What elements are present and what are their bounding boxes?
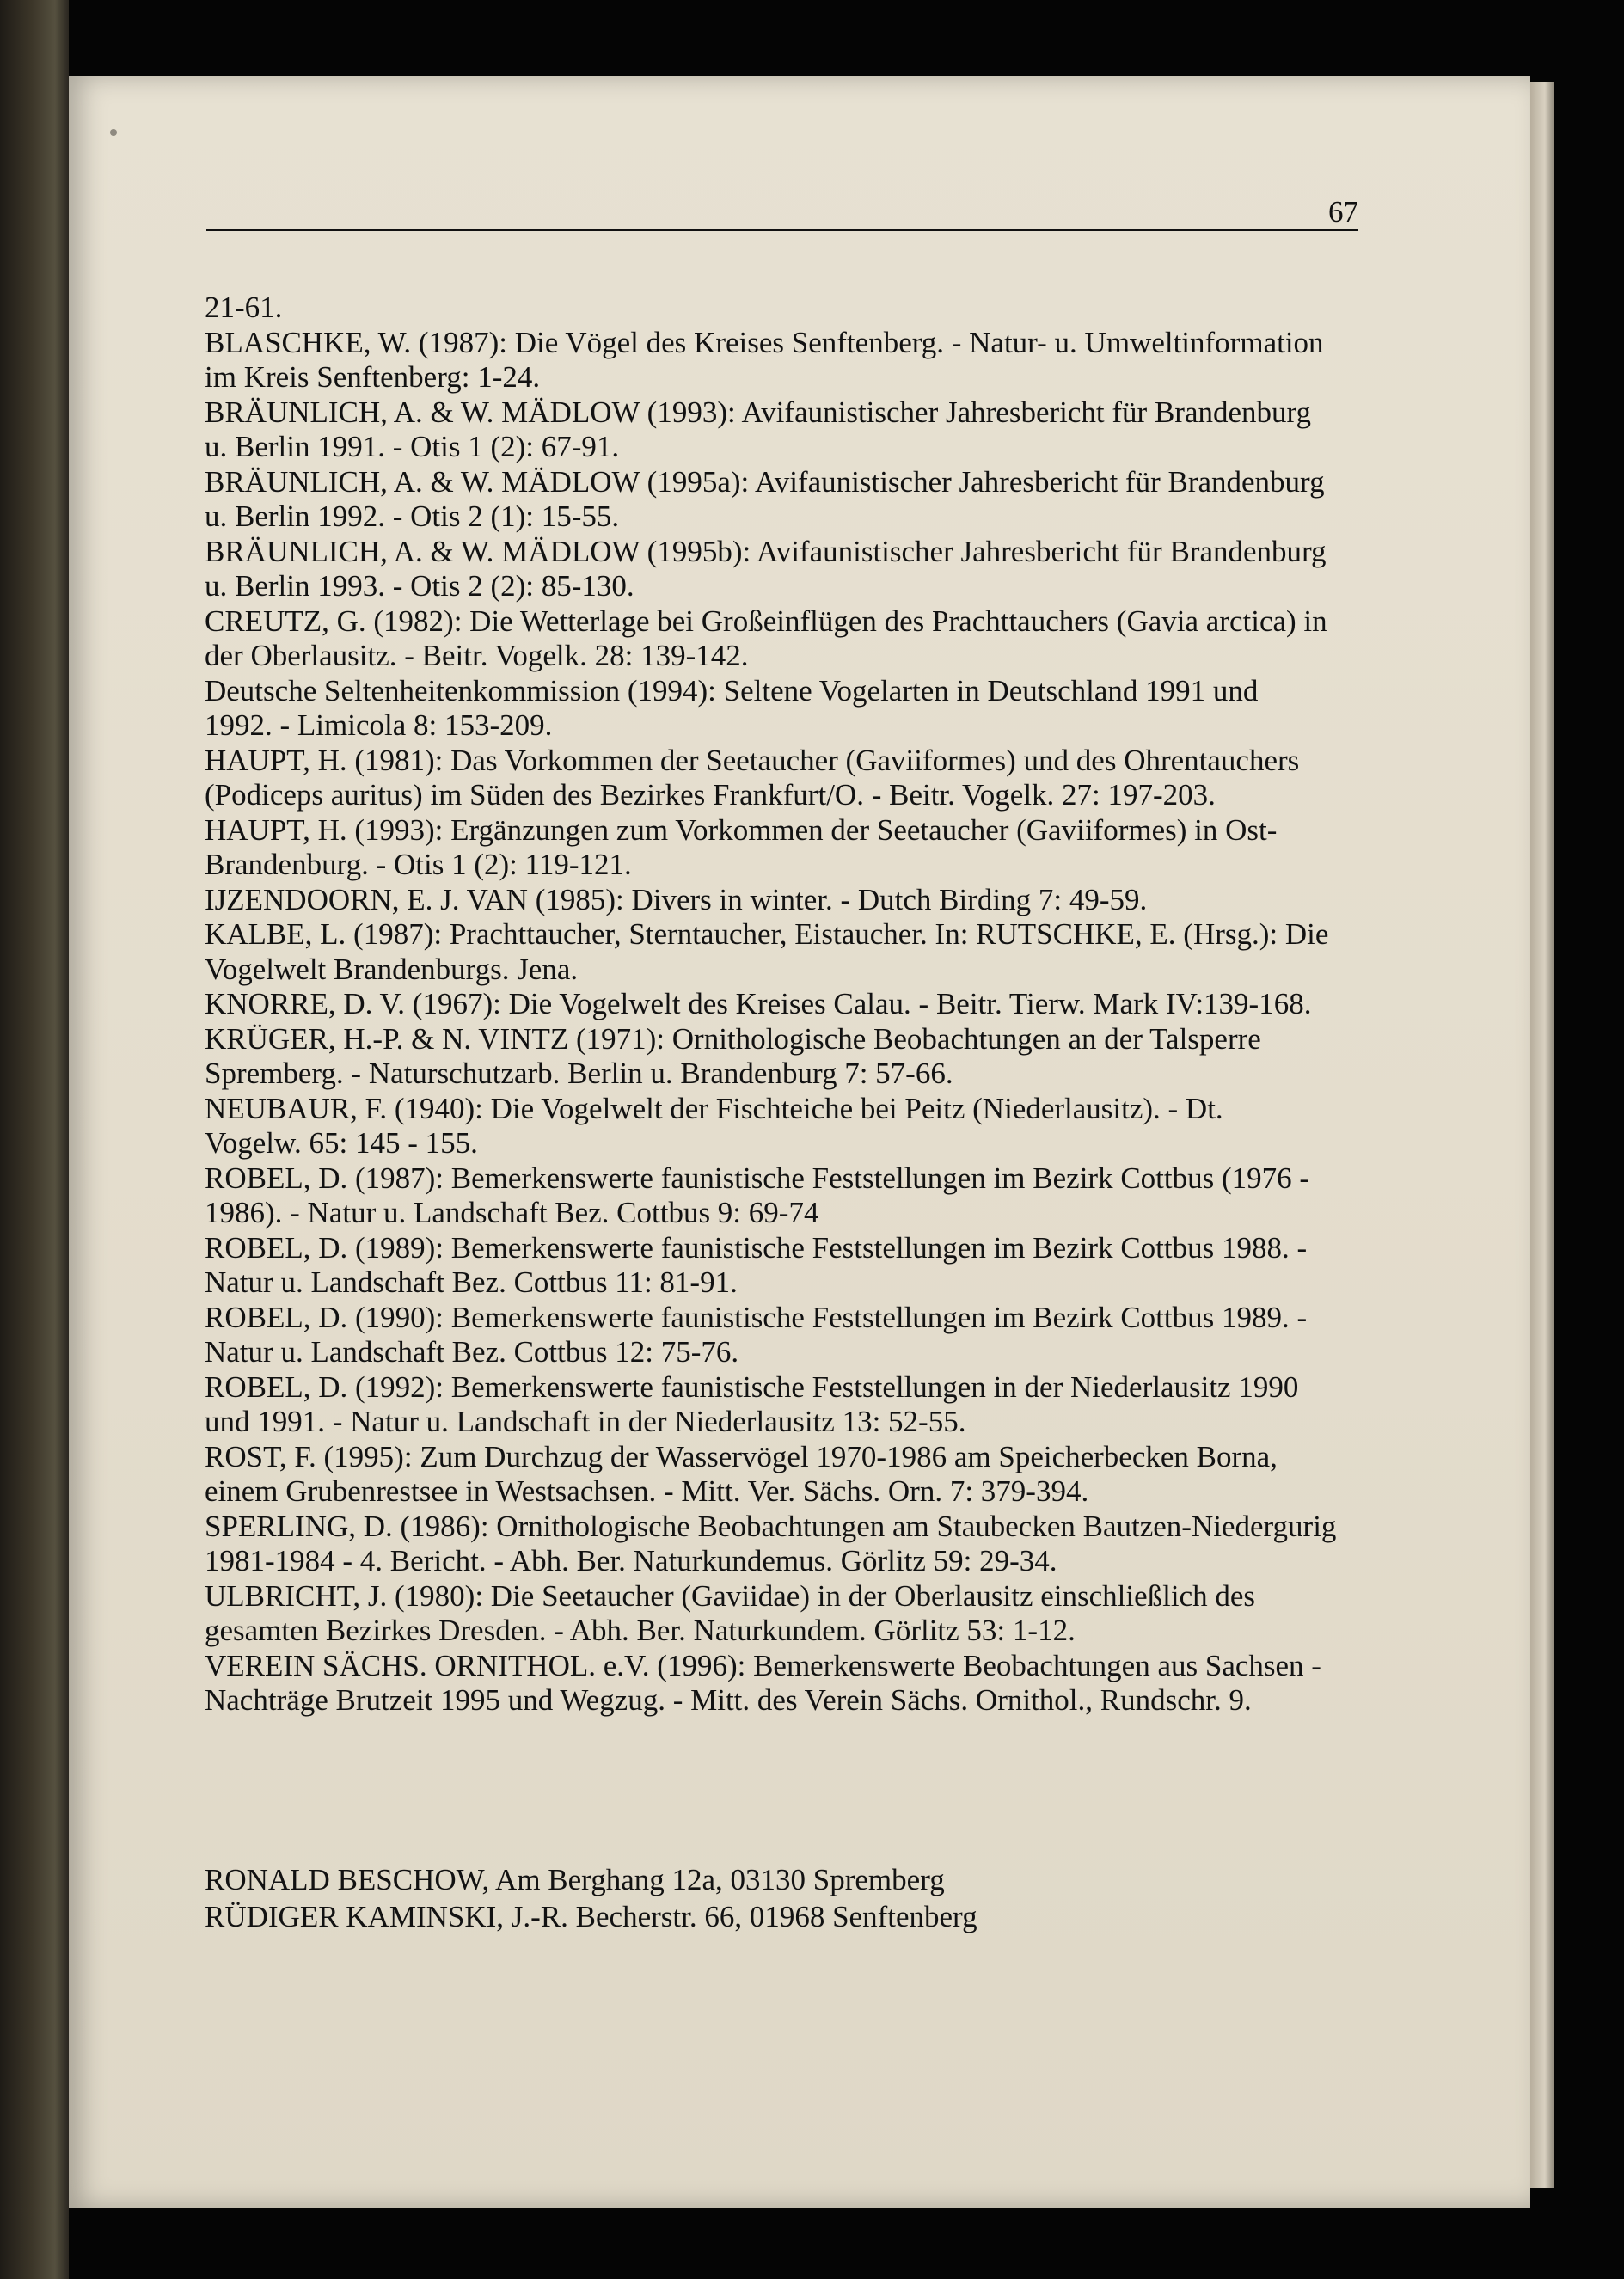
reference-line: ROBEL, D. (1987): Bemerkenswerte faunistische Feststellungen im Bezirk Cottbus (1976 - bbox=[205, 1161, 1310, 1195]
reference-line: KALBE, L. (1987): Prachttaucher, Sterntaucher, Eistaucher. In: RUTSCHKE, E. (Hrsg.): Die bbox=[205, 917, 1329, 951]
reference-line: gesamten Bezirkes Dresden. - Abh. Ber. Naturkundem. Görlitz 53: 1-12. bbox=[205, 1614, 1076, 1647]
reference-line: Deutsche Seltenheitenkommission (1994): Seltene Vogelarten in Deutschland 1991 und bbox=[205, 673, 1259, 708]
reference-line: ROBEL, D. (1989): Bemerkenswerte faunistische Feststellungen im Bezirk Cottbus 1988. - bbox=[205, 1230, 1308, 1265]
reference-line: u. Berlin 1992. - Otis 2 (1): 15-55. bbox=[205, 499, 620, 533]
reference-line: ROBEL, D. (1992): Bemerkenswerte faunistische Feststellungen in der Niederlausitz 1990 bbox=[205, 1369, 1299, 1404]
reference-line: und 1991. - Natur u. Landschaft in der Niederlausitz 13: 52-55. bbox=[205, 1405, 966, 1438]
reference-line: ULBRICHT, J. (1980): Die Seetaucher (Gaviidae) in der Oberlausitz einschließlich des bbox=[205, 1578, 1256, 1613]
reference-list bbox=[205, 291, 1365, 1718]
reference-line: im Kreis Senftenberg: 1-24. bbox=[205, 360, 541, 394]
reference-line: 1992. - Limicola 8: 153-209. bbox=[205, 708, 553, 742]
reference-line: BRÄUNLICH, A. & W. MÄDLOW (1993): Avifaunistischer Jahresbericht für Brandenburg bbox=[205, 395, 1312, 429]
reference-line: Brandenburg. - Otis 1 (2): 119-121. bbox=[205, 848, 632, 881]
reference-line: CREUTZ, G. (1982): Die Wetterlage bei Großeinflügen des Prachttauchers (Gavia arctica) in bbox=[205, 603, 1327, 638]
page-edge bbox=[1530, 82, 1554, 2188]
reference-line: u. Berlin 1993. - Otis 2 (2): 85-130. bbox=[205, 569, 634, 603]
book-spine bbox=[0, 0, 69, 2279]
reference-line: 21-61. bbox=[205, 291, 283, 324]
scan-dust-mark bbox=[110, 129, 117, 136]
reference-line: der Oberlausitz. - Beitr. Vogelk. 28: 139-142. bbox=[205, 639, 749, 672]
author-addresses bbox=[205, 1861, 1365, 1935]
reference-line: u. Berlin 1991. - Otis 1 (2): 67-91. bbox=[205, 430, 620, 463]
reference-line: Vogelwelt Brandenburgs. Jena. bbox=[205, 952, 579, 986]
reference-line: VEREIN SÄCHS. ORNITHOL. e.V. (1996): Bemerkenswerte Beobachtungen aus Sachsen - bbox=[205, 1648, 1321, 1682]
reference-line: BLASCHKE, W. (1987): Die Vögel des Kreises Senftenberg. - Natur- u. Umweltinformation bbox=[205, 325, 1324, 359]
page-header bbox=[206, 195, 1358, 231]
reference-line: IJZENDOORN, E. J. VAN (1985): Divers in winter. - Dutch Birding 7: 49-59. bbox=[205, 882, 1148, 916]
author-address-line: RÜDIGER KAMINSKI, J.-R. Becherstr. 66, 01968 Senftenberg bbox=[205, 1900, 977, 1933]
reference-line: Vogelw. 65: 145 - 155. bbox=[205, 1126, 478, 1160]
reference-line: KRÜGER, H.-P. & N. VINTZ (1971): Ornithologische Beobachtungen an der Talsperre bbox=[205, 1021, 1261, 1056]
reference-line: 1981-1984 - 4. Bericht. - Abh. Ber. Naturkundemus. Görlitz 59: 29-34. bbox=[205, 1544, 1057, 1578]
reference-line: HAUPT, H. (1981): Das Vorkommen der Seetaucher (Gaviiformes) und des Ohrentauchers bbox=[205, 743, 1300, 777]
author-address-line: RONALD BESCHOW, Am Berghang 12a, 03130 Spremberg bbox=[205, 1863, 945, 1896]
reference-line: KNORRE, D. V. (1967): Die Vogelwelt des Kreises Calau. - Beitr. Tierw. Mark IV:139-168. bbox=[205, 987, 1312, 1020]
reference-line: Nachträge Brutzeit 1995 und Wegzug. - Mitt. des Verein Sächs. Ornithol., Rundschr. 9. bbox=[205, 1683, 1252, 1717]
reference-line: Natur u. Landschaft Bez. Cottbus 11: 81-91. bbox=[205, 1265, 738, 1299]
reference-line: 1986). - Natur u. Landschaft Bez. Cottbus 9: 69-74 bbox=[205, 1196, 819, 1229]
reference-line: ROBEL, D. (1990): Bemerkenswerte faunistische Feststellungen im Bezirk Cottbus 1989. - bbox=[205, 1300, 1308, 1334]
page-number: 67 bbox=[1328, 195, 1358, 229]
reference-line: HAUPT, H. (1993): Ergänzungen zum Vorkommen der Seetaucher (Gaviiformes) in Ost- bbox=[205, 812, 1278, 847]
reference-line: BRÄUNLICH, A. & W. MÄDLOW (1995b): Avifaunistischer Jahresbericht für Brandenburg bbox=[205, 534, 1327, 568]
reference-line: Spremberg. - Naturschutzarb. Berlin u. Brandenburg 7: 57-66. bbox=[205, 1057, 953, 1090]
reference-line: einem Grubenrestsee in Westsachsen. - Mitt. Ver. Sächs. Orn. 7: 379-394. bbox=[205, 1474, 1089, 1508]
reference-line: NEUBAUR, F. (1940): Die Vogelwelt der Fischteiche bei Peitz (Niederlausitz). - Dt. bbox=[205, 1091, 1223, 1125]
reference-line: SPERLING, D. (1986): Ornithologische Beobachtungen am Staubecken Bautzen-Niedergurig bbox=[205, 1509, 1337, 1543]
reference-line: BRÄUNLICH, A. & W. MÄDLOW (1995a): Avifaunistischer Jahresbericht für Brandenburg bbox=[205, 464, 1325, 499]
reference-line: Natur u. Landschaft Bez. Cottbus 12: 75-76. bbox=[205, 1335, 739, 1369]
reference-line: (Podiceps auritus) im Süden des Bezirkes Frankfurt/O. - Beitr. Vogelk. 27: 197-203. bbox=[205, 778, 1216, 812]
reference-line: ROST, F. (1995): Zum Durchzug der Wasservögel 1970-1986 am Speicherbecken Borna, bbox=[205, 1439, 1278, 1473]
